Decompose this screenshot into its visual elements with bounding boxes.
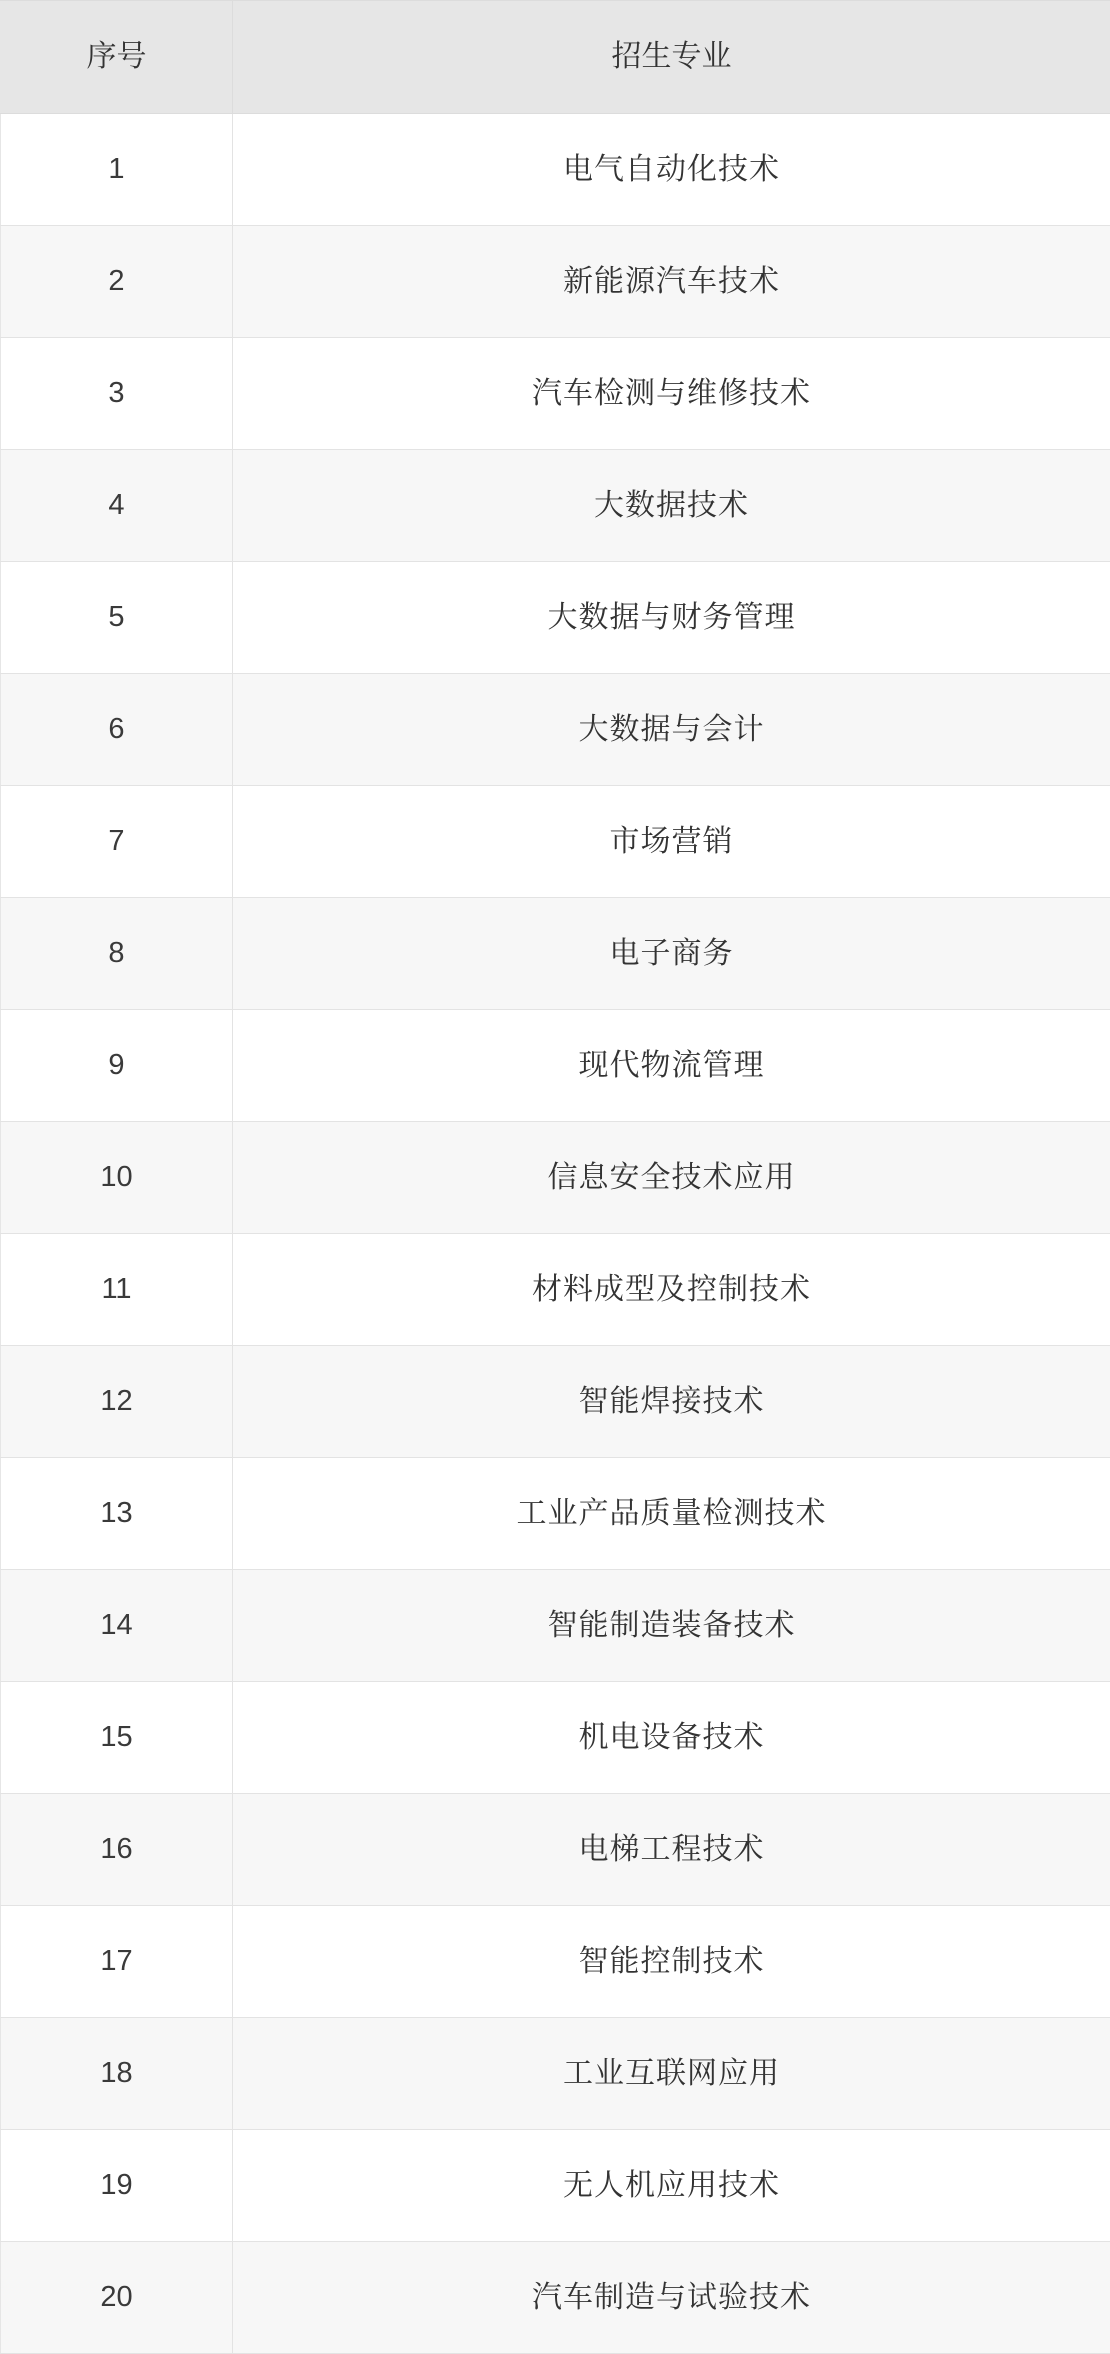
- table-row: [1, 450, 1110, 562]
- table-row: [1, 1906, 1110, 2018]
- table-row: [1, 1010, 1110, 1122]
- cell-index: 8: [1, 898, 233, 1010]
- cell-index: 20: [1, 2242, 233, 2354]
- cell-index: 4: [1, 450, 233, 562]
- table-row: [1, 338, 1110, 450]
- cell-major-name: 现代物流管理: [233, 1010, 1110, 1122]
- cell-index: 19: [1, 2130, 233, 2242]
- cell-major-name: 大数据与财务管理: [233, 562, 1110, 674]
- column-header-index: 序号: [1, 1, 233, 114]
- table-row: [1, 114, 1110, 226]
- table-row: [1, 226, 1110, 338]
- table-row: [1, 1458, 1110, 1570]
- cell-index: 14: [1, 1570, 233, 1682]
- cell-major-name: 智能制造装备技术: [233, 1570, 1110, 1682]
- table-row: [1, 1794, 1110, 1906]
- table-row: [1, 898, 1110, 1010]
- cell-index: 5: [1, 562, 233, 674]
- cell-major-name: 市场营销: [233, 786, 1110, 898]
- cell-index: 1: [1, 114, 233, 226]
- cell-major-name: 机电设备技术: [233, 1682, 1110, 1794]
- cell-major-name: 智能控制技术: [233, 1906, 1110, 2018]
- cell-index: 10: [1, 1122, 233, 1234]
- cell-major-name: 电梯工程技术: [233, 1794, 1110, 1906]
- cell-index: 13: [1, 1458, 233, 1570]
- cell-major-name: 汽车制造与试验技术: [233, 2242, 1110, 2354]
- cell-index: 2: [1, 226, 233, 338]
- table-row: [1, 2130, 1110, 2242]
- cell-major-name: 材料成型及控制技术: [233, 1234, 1110, 1346]
- cell-major-name: 智能焊接技术: [233, 1346, 1110, 1458]
- table-row: [1, 786, 1110, 898]
- table-row: [1, 2242, 1110, 2354]
- table-row: [1, 674, 1110, 786]
- table-row: [1, 562, 1110, 674]
- cell-major-name: 大数据与会计: [233, 674, 1110, 786]
- table-header: [1, 1, 1110, 114]
- cell-index: 9: [1, 1010, 233, 1122]
- cell-major-name: 汽车检测与维修技术: [233, 338, 1110, 450]
- cell-major-name: 工业产品质量检测技术: [233, 1458, 1110, 1570]
- column-header-major: 招生专业: [233, 1, 1110, 114]
- cell-major-name: 信息安全技术应用: [233, 1122, 1110, 1234]
- cell-major-name: 电气自动化技术: [233, 114, 1110, 226]
- cell-index: 15: [1, 1682, 233, 1794]
- cell-index: 17: [1, 1906, 233, 2018]
- table-row: [1, 1570, 1110, 1682]
- cell-major-name: 大数据技术: [233, 450, 1110, 562]
- cell-major-name: 工业互联网应用: [233, 2018, 1110, 2130]
- table-row: [1, 2018, 1110, 2130]
- cell-index: 16: [1, 1794, 233, 1906]
- table-row: [1, 1234, 1110, 1346]
- table-row: [1, 1122, 1110, 1234]
- cell-index: 6: [1, 674, 233, 786]
- table-header-row: [1, 1, 1110, 114]
- cell-index: 18: [1, 2018, 233, 2130]
- table-row: [1, 1682, 1110, 1794]
- cell-major-name: 电子商务: [233, 898, 1110, 1010]
- cell-index: 11: [1, 1234, 233, 1346]
- cell-major-name: 新能源汽车技术: [233, 226, 1110, 338]
- cell-index: 7: [1, 786, 233, 898]
- table-row: [1, 1346, 1110, 1458]
- cell-index: 12: [1, 1346, 233, 1458]
- cell-major-name: 无人机应用技术: [233, 2130, 1110, 2242]
- cell-index: 3: [1, 338, 233, 450]
- table-body: [1, 114, 1110, 2354]
